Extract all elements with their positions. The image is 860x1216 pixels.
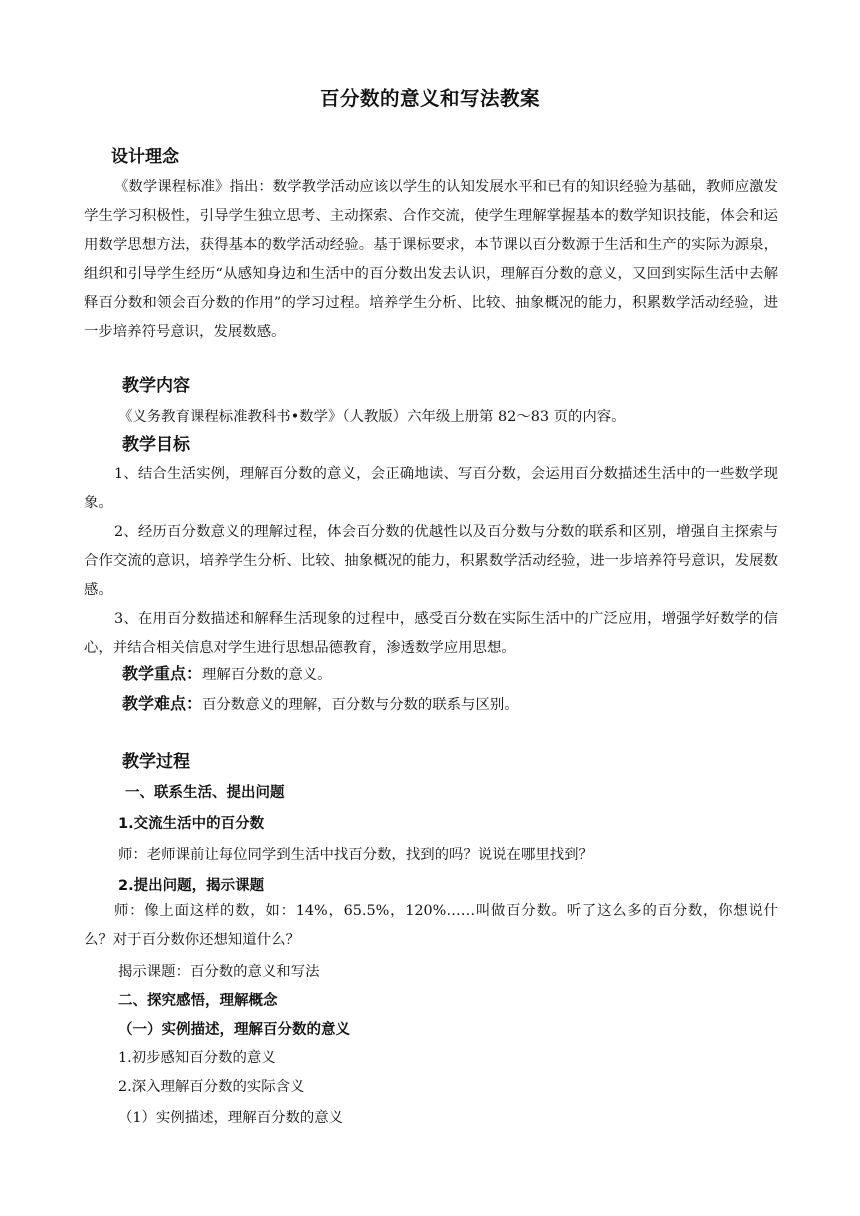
part1-heading: 一、联系生活、提出问题 xyxy=(125,785,285,801)
part1-step2-text: 师：像上面这样的数，如：14%，65.5%，120%……叫做百分数。听了这么多的百分数，你想说什么？对于百分数你还想知道什么？ xyxy=(84,903,778,948)
key-point-text: 理解百分数的意义。 xyxy=(202,667,332,683)
key-point-label: 教学重点： xyxy=(122,664,203,683)
goal-item-1: 1、结合生活实例，理解百分数的意义，会正确地读、写百分数，会运用百分数描述生活中的一些数学现象。 xyxy=(84,466,778,511)
concept-paragraph: 《数学课程标准》指出：数学教学活动应该以学生的认知发展水平和已有的知识经验为基础，教师应激发学生学习积极性，引导学生独立思考、主动探索、合作交流，使学生理解掌握基本的数学知识技能，体会和运用数学思想方法，获得基本的数学活动经验。基于课标要求，本节课以百分数源于生活和生产的实际为源泉，组织和引导学生经历“从感知身边和生活中的百分数出发去认识，理解百分数的意义，又回到实际生活中去解释百分数和领会百分数的作用”的学习过程。培养学生分析、比较、抽象概况的能力，积累数学活动经验，进一步培养符号意识，发展数感。 xyxy=(84,179,778,340)
part2-line-2: 2.深入理解百分数的实际含义 xyxy=(118,1079,305,1095)
part2-heading: 二、探究感悟，理解概念 xyxy=(118,993,278,1009)
section-heading-goals: 教学目标 xyxy=(122,435,190,455)
section-heading-process: 教学过程 xyxy=(122,752,190,772)
part2-sub-heading: （一）实例描述，理解百分数的意义 xyxy=(118,1022,350,1038)
difficulty-label: 教学难点： xyxy=(122,694,203,713)
goal-item-3: 3、在用百分数描述和解释生活现象的过程中，感受百分数在实际生活中的广泛应用，增强学好数学的信心，并结合相关信息对学生进行思想品德教育，渗透数学应用思想。 xyxy=(84,611,778,656)
part1-step2-heading: 2.提出问题，揭示课题 xyxy=(118,878,265,894)
section-heading-concept: 设计理念 xyxy=(111,147,179,167)
document-title: 百分数的意义和写法教案 xyxy=(319,87,540,110)
part2-line-1: 1.初步感知百分数的意义 xyxy=(118,1050,276,1066)
part2-line-3: （1）实例描述，理解百分数的意义 xyxy=(118,1110,344,1126)
difficulty-line xyxy=(122,693,519,716)
part1-step2-reveal: 揭示课题：百分数的意义和写法 xyxy=(118,964,320,980)
goal-item-2: 2、经历百分数意义的理解过程，体会百分数的优越性以及百分数与分数的联系和区别，增强自主探索与合作交流的意识，培养学生分析、比较、抽象概况的能力，积累数学活动经验，进一步培养符号意识，发展数感。 xyxy=(84,524,778,598)
part1-step1-heading: 1.交流生活中的百分数 xyxy=(118,816,265,832)
part1-step1-text: 师：老师课前让每位同学到生活中找百分数，找到的吗？说说在哪里找到？ xyxy=(118,847,593,863)
content-paragraph: 《义务教育课程标准教科书•数学》（人教版）六年级上册第 82～83 页的内容。 xyxy=(118,409,626,425)
section-heading-content: 教学内容 xyxy=(122,376,190,396)
difficulty-text: 百分数意义的理解，百分数与分数的联系与区别。 xyxy=(202,697,519,713)
key-point-line xyxy=(122,663,332,686)
